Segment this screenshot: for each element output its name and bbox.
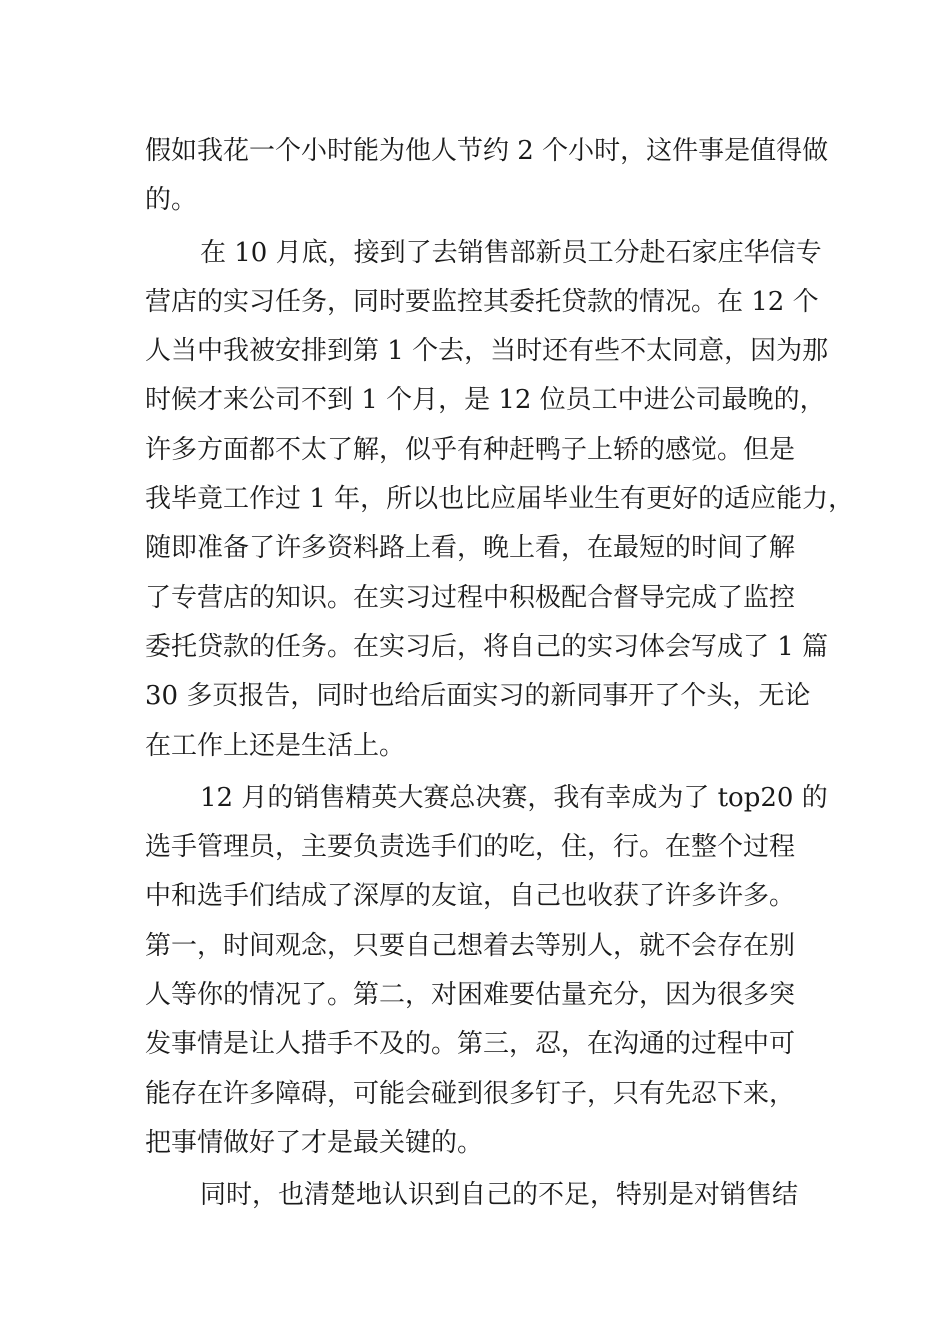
text-line: 委托贷款的任务。在实习后，将自己的实习体会写成了 1 篇 — [145, 631, 829, 662]
text-line: 把事情做好了才是最关键的。 — [145, 1127, 484, 1158]
text-line: 能存在许多障碍，可能会碰到很多钉子，只有先忍下来， — [145, 1078, 796, 1109]
text-line: 30 多页报告，同时也给后面实习的新同事开了个头，无论 — [145, 681, 811, 712]
text-line: 我毕竟工作过 1 年，所以也比应届毕业生有更好的适应能力， — [145, 484, 855, 515]
body-text — [145, 127, 855, 1221]
text-line: 假如我花一个小时能为他人节约 2 个小时，这件事是值得做 — [145, 136, 829, 166]
text-line: 人等你的情况了。第二，对困难要估量充分，因为很多突 — [145, 980, 796, 1011]
text-line: 随即准备了许多资料路上看，晚上看，在最短的时间了解 — [145, 533, 796, 564]
text-line: 发事情是让人措手不及的。第三，忍，在沟通的过程中可 — [145, 1029, 796, 1060]
text-line: 人当中我被安排到第 1 个去，当时还有些不太同意，因为那 — [145, 336, 829, 367]
paragraph-start-line: 12 月的销售精英大赛总决赛，我有幸成为了 top20 的 — [200, 782, 828, 813]
text-line: 时候才来公司不到 1 个月，是 12 位员工中进公司最晚的， — [145, 385, 826, 416]
paragraph-start-line: 同时，也清楚地认识到自己的不足，特别是对销售结 — [200, 1180, 799, 1211]
text-line: 在工作上还是生活上。 — [145, 730, 406, 761]
paragraph-start-line: 在 10 月底，接到了去销售部新员工分赴石家庄华信专 — [200, 237, 822, 268]
text-line: 营店的实习任务，同时要监控其委托贷款的情况。在 12 个 — [145, 286, 819, 317]
text-line: 第一，时间观念，只要自己想着去等别人，就不会存在别 — [145, 930, 796, 961]
text-line: 了专营店的知识。在实习过程中积极配合督导完成了监控 — [145, 582, 796, 613]
text-line: 中和选手们结成了深厚的友谊，自己也收获了许多许多。 — [145, 881, 796, 912]
text-line: 的。 — [145, 185, 198, 216]
text-line: 许多方面都不太了解，似乎有种赶鸭子上轿的感觉。但是 — [145, 434, 796, 465]
text-line: 选手管理员，主要负责选手们的吃，住，行。在整个过程 — [145, 832, 796, 863]
